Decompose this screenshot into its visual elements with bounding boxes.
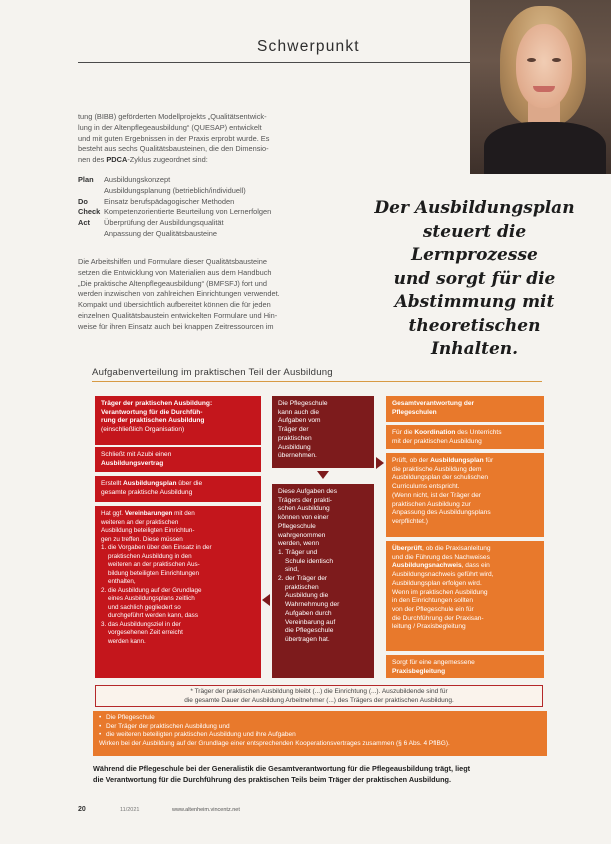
left-head-box <box>95 396 261 445</box>
intro-paragraph <box>78 112 318 166</box>
pdca-value: Kompetenzorientierte Beurteilung von Lernerfolgen <box>104 207 272 217</box>
pdca-value: Anpassung der Qualitätsbausteine <box>104 228 217 238</box>
box-text: Erstellt <box>101 480 123 487</box>
box-line: Ausbildungsplan erfolgen wird. <box>392 579 482 587</box>
box-line: rung der praktischen Ausbildung <box>101 417 205 425</box>
box-line: Trägers der prakti- <box>278 496 332 504</box>
body-line: „Die praktische Altenpflegeausbildung“ (BMFSFJ) fort und <box>78 278 267 288</box>
portrait-mouth <box>533 86 555 92</box>
box-line: übernehmen. <box>278 452 317 460</box>
box-line: Die Pflegeschule <box>278 400 328 407</box>
intro-line: besteht aus sechs Qualitätsbausteinen, die den Dimensio- <box>78 144 269 154</box>
box-line: in den Einrichtungen sollten <box>392 597 474 605</box>
box-text: Für die <box>392 429 415 436</box>
body-line: Die Arbeitshilfen und Formulare dieser Qualitätsbausteine <box>78 257 267 266</box>
box-line: (Wenn nicht, ist der Träger der <box>392 491 481 499</box>
box-line: Aufgaben durch <box>285 609 332 617</box>
box-text: über die <box>176 480 203 487</box>
pdca-row <box>78 175 323 186</box>
pdca-list <box>78 175 323 240</box>
middle-bottom-box <box>272 484 374 678</box>
body-paragraph <box>78 257 318 333</box>
right-head-box <box>386 396 544 422</box>
box-line: die Durchführung der Praxisan- <box>392 614 484 622</box>
pdca-row <box>78 186 323 197</box>
intro-line: lung in der Altenpflegeausbildung“ (QUESAP) entwickelt <box>78 122 262 132</box>
left-agreements-box <box>95 506 261 678</box>
figure-caption <box>93 764 547 785</box>
portrait-face <box>516 24 572 108</box>
box-line: Ausbildungsnachweis geführt wird, <box>392 571 494 579</box>
box-term: Ausbildungsnachweis <box>392 562 462 570</box>
box-line: weiteren an der praktischen Aus- <box>108 561 200 568</box>
box-line: gen zu treffen. Diese müssen <box>101 535 183 543</box>
diagram-title-rule <box>92 381 542 382</box>
quote-line: Der Ausbildungsplan <box>374 198 575 218</box>
intro-line <box>78 155 318 166</box>
box-text: Hat ggf. <box>101 510 125 517</box>
footnote-line: * Träger der praktischen Ausbildung bleibt (...) die Einrichtung (...). Auszubildende sind für <box>190 688 448 695</box>
box-line: Ausbildungsvertrag <box>101 459 164 467</box>
left-contract-box <box>95 447 261 472</box>
box-line: 1. die Vorgaben über den Einsatz in der <box>101 544 212 551</box>
section-rubric: Schwerpunkt <box>257 38 360 55</box>
quote-line: theoretischen Inhalten. <box>408 315 541 359</box>
caption-line: die Verantwortung für die Durchführung des praktischen Teils beim Träger der praktischen Ausbildung. <box>93 774 452 784</box>
box-line: schen Ausbildung <box>278 505 330 513</box>
arrow-down-icon <box>317 471 329 479</box>
box-line: werden, wenn <box>278 540 320 548</box>
box-term: Koordination <box>414 429 456 436</box>
box-line: und sachlich gegliedert so <box>108 603 181 611</box>
box-line: Anpassung des Ausbildungsplans <box>392 509 491 517</box>
quote-line: Abstimmung mit <box>394 292 555 312</box>
intro-line: tung (BIBB) geförderten Modellprojekts „Qualitätsentwick- <box>78 112 267 121</box>
box-line: leitung / Praxisbegleitung <box>392 623 466 631</box>
box-line: Gesamtverantwortung der <box>392 400 475 407</box>
box-text: mit den <box>172 510 195 517</box>
pdca-row <box>78 229 323 240</box>
cooperation-statement: Wirken bei der Ausbildung auf der Grundlage einer entsprechenden Kooperationsvertrages zusammen (§ 6 Abs. 4 PflBG). <box>99 739 450 747</box>
box-line: können von einer <box>278 514 329 522</box>
arrow-right-icon <box>376 457 384 469</box>
box-line: 2. der Träger der <box>278 575 328 583</box>
box-line: sind, <box>285 566 299 574</box>
box-line: Träger der praktischen Ausbildung: <box>101 400 213 407</box>
pdca-key <box>78 229 104 240</box>
intro-text: nen des <box>78 155 107 165</box>
body-line: setzen die Entwicklung von Materialien aus dem Handbuch <box>78 267 272 277</box>
footnote-line: die gesamte Dauer der Ausbildung Arbeitnehmer (...) des Trägers der praktischen Ausbildung. <box>184 696 454 704</box>
quote-line: und sorgt für die <box>393 268 556 289</box>
box-line: Wahrnehmung der <box>285 601 340 609</box>
caption-line: Während die Pflegeschule bei der Generalistik die Gesamtverantwortung für die Pflegeausbildung trägt, liegt <box>93 764 471 773</box>
box-line: von der Pflegeschule ein für <box>392 605 474 613</box>
pdca-key: Act <box>78 218 90 228</box>
pdca-key <box>78 186 104 197</box>
box-line: Ausbildung <box>278 443 311 451</box>
issue-label: 11/2021 <box>120 807 140 813</box>
box-line: mit der praktischen Ausbildung <box>392 437 482 445</box>
portrait-shirt <box>484 122 606 174</box>
box-line: Curriculums entspricht. <box>392 483 460 491</box>
box-text: des Unterrichts <box>455 429 502 436</box>
box-line: Aufgaben vom <box>278 417 321 425</box>
box-term: Überprüft <box>392 545 423 552</box>
box-line: praktischen <box>278 434 312 442</box>
box-term: Ausbildungsplan <box>122 480 177 487</box>
pdca-key: Do <box>78 196 88 206</box>
pull-quote <box>372 197 577 362</box>
box-line: Diese Aufgaben des <box>278 488 338 495</box>
box-line <box>392 457 538 466</box>
portrait-photo <box>470 0 611 174</box>
right-plan-check-box <box>386 453 544 537</box>
box-line: gesamte praktische Ausbildung <box>101 488 193 496</box>
rubric-divider <box>78 62 473 63</box>
pdca-value: Überprüfung der Ausbildungsqualität <box>104 218 224 228</box>
list-item: • Der Träger der praktischen Ausbildung und <box>99 723 541 732</box>
arrow-left-icon <box>262 594 270 606</box>
box-line: verpflichtet.) <box>392 517 428 525</box>
portrait-eye-left <box>527 58 536 62</box>
box-line: vorgesehenen Zeit erreicht <box>108 629 183 636</box>
intro-line: und mit guten Ergebnissen in der Praxis erprobt wurde. Es <box>78 133 270 143</box>
box-text: , ob die Praxisanleitung <box>422 545 491 552</box>
box-line: kann auch die <box>278 408 320 416</box>
cooperation-box <box>93 711 547 756</box>
box-line: Schule identisch <box>285 557 334 565</box>
body-line: weise für ihren Einsatz auch bei knappen Zeitressourcen im <box>78 321 274 331</box>
box-line: Pflegeschule <box>278 522 316 530</box>
box-line: bildung beteiligten Einrichtungen <box>108 569 200 577</box>
cooperation-list <box>99 714 541 740</box>
pdca-value: Ausbildungsplanung (betrieblich/individuell) <box>104 185 246 195</box>
box-line: Pflegeschulen <box>392 408 437 416</box>
box-line: weiteren an der praktischen <box>101 518 179 526</box>
box-term: Vereinbarungen <box>124 510 173 517</box>
box-line: werden kann. <box>108 637 146 645</box>
box-line: Ausbildung beteiligten Einrichtun- <box>101 527 195 534</box>
middle-top-box <box>272 396 374 468</box>
box-text: , dass ein <box>461 562 490 570</box>
box-line: durchgeführt werden kann, dass <box>108 612 198 619</box>
pdca-value: Einsatz berufspädagogischer Methoden <box>104 196 235 206</box>
box-line <box>392 562 538 571</box>
pdca-row <box>78 197 323 208</box>
box-line <box>392 545 538 554</box>
box-text: Prüft, ob der <box>392 457 431 464</box>
body-line: einzelnen Qualitätsbaustein entwickelten Formulare und Hin- <box>78 310 278 320</box>
box-line: praktischen <box>285 583 319 591</box>
box-line: die praktische Ausbildung dem <box>392 465 482 473</box>
box-line: wahrgenommen <box>278 531 326 539</box>
box-line: die Pflegeschule <box>285 627 334 635</box>
pdca-key: Plan <box>78 175 94 184</box>
box-line: Verantwortung für die Durchfüh- <box>101 408 203 416</box>
box-line: praktischen Ausbildung in den <box>108 552 192 560</box>
box-line: Sorgt für eine angemessene <box>392 659 475 666</box>
pdca-row <box>78 218 323 229</box>
footnote-box <box>95 685 543 707</box>
box-line: und die Führung des Nachweises <box>392 553 490 561</box>
diagram-title: Aufgabenverteilung im praktischen Teil der Ausbildung <box>92 367 333 378</box>
box-line: eines Ausbildungsplans zeitlich <box>108 595 195 602</box>
box-line: Vereinbarung auf <box>285 618 336 626</box>
box-line <box>392 429 538 438</box>
left-plan-box <box>95 476 261 502</box>
box-line: Schließt mit Azubi einen <box>101 451 172 458</box>
box-term: Ausbildungsplan <box>430 457 484 464</box>
right-coordination-box <box>386 425 544 449</box>
quote-line: steuert die Lernprozesse <box>411 221 538 265</box>
box-line: (einschließlich Organisation) <box>101 426 185 434</box>
body-line: werden inzwischen von zahlreichen Einrichtungen verwendet. <box>78 289 280 299</box>
box-line: 1. Träger und <box>278 548 318 556</box>
pdca-value: Ausbildungskonzept <box>104 175 171 184</box>
box-line <box>101 510 255 519</box>
box-line: enthalten, <box>108 578 136 585</box>
pdca-term: PDCA <box>106 155 128 165</box>
box-line: Wenn im praktischen Ausbildung <box>392 588 488 596</box>
body-line: Kompakt und übersichtlich aufbereitet können die für jeden <box>78 300 271 310</box>
box-line: 2. die Ausbildung auf der Grundlage <box>101 586 202 594</box>
list-item: • die weiteren beteiligten praktischen Ausbildung und ihre Aufgaben <box>99 731 541 740</box>
intro-text: -Zyklus zugeordnet sind: <box>127 155 208 165</box>
box-line: Praxisbegleitung <box>392 667 446 675</box>
pdca-key: Check <box>78 207 101 217</box>
box-text: für <box>483 457 494 464</box>
box-line: Ausbildung die <box>285 592 329 600</box>
box-line <box>101 480 255 489</box>
pdca-row <box>78 207 323 218</box>
website-url: www.altenheim.vincentz.net <box>172 807 240 813</box>
box-line: Ausbildungsplan der schulischen <box>392 474 489 482</box>
box-line: übertragen hat. <box>285 635 330 643</box>
page-number: 20 <box>78 806 86 813</box>
box-line: 3. das Ausbildungsziel in der <box>101 620 181 628</box>
right-support-box <box>386 655 544 678</box>
portrait-eye-right <box>552 58 561 62</box>
box-line: praktischen Ausbildung zur <box>392 500 471 508</box>
list-item: • Die Pflegeschule <box>99 714 541 723</box>
right-review-box <box>386 541 544 651</box>
box-line: Träger der <box>278 426 309 434</box>
